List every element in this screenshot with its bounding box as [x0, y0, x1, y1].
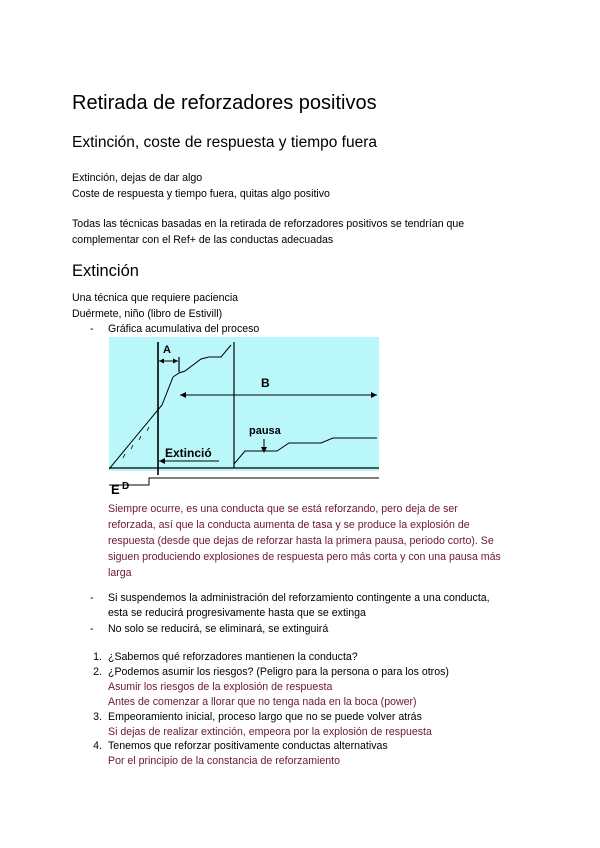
- bullet-text: No solo se reducirá, se eliminará, se extinguirá: [108, 623, 329, 635]
- graph-caption-line: siguen produciendo explosiones de respuesta pero más corta y con una pausa más: [108, 551, 501, 563]
- bullet-dash: -: [90, 623, 94, 635]
- page-title: Retirada de reforzadores positivos: [72, 92, 377, 114]
- list-item: ¿Sabemos qué reforzadores mantienen la conducta?: [108, 651, 358, 663]
- graph-caption-line: Siempre ocurre, es una conducta que se está reforzando, pero deja de ser: [108, 503, 458, 515]
- section-heading-extincion: Extinción: [72, 262, 139, 280]
- list-number: 1.: [93, 651, 102, 663]
- list-item: ¿Podemos asumir los riesgos? (Peligro para la persona o para los otros): [108, 666, 449, 678]
- bullet-text: Si suspendemos la administración del reforzamiento contingente a una conducta,: [108, 592, 490, 604]
- intro-line: Todas las técnicas basadas en la retirada de reforzadores positivos se tendrían que: [72, 218, 465, 230]
- section-line: Duérmete, niño (libro de Estivill): [72, 308, 223, 320]
- cumulative-graph-figure: [109, 337, 379, 495]
- bullet-dash: -: [90, 592, 94, 604]
- graph-label-ed-superscript: D: [122, 481, 130, 492]
- graph-label-pausa: pausa: [249, 425, 281, 437]
- section-line: Una técnica que requiere paciencia: [72, 292, 239, 304]
- list-item-note: Si dejas de realizar extinción, empeora por la explosión de respuesta: [108, 726, 432, 738]
- list-item-note: Antes de comenzar a llorar que no tenga nada en la boca (power): [108, 696, 417, 708]
- graph-caption-line: reforzada, así que la conducta aumenta de tasa y se produce la explosión de: [108, 519, 470, 531]
- list-item-note: Por el principio de la constancia de reforzamiento: [108, 755, 341, 767]
- graph-label-b: B: [261, 376, 270, 390]
- bullet-text: esta se reducirá progresivamente hasta que se extinga: [108, 607, 366, 619]
- list-number: 2.: [93, 666, 102, 678]
- definition-line: Extinción, dejas de dar algo: [72, 172, 203, 184]
- graph-caption-line: larga: [108, 567, 132, 579]
- definition-line: Coste de respuesta y tiempo fuera, quitas algo positivo: [72, 188, 330, 200]
- graph-background: [109, 337, 379, 471]
- page-subtitle: Extinción, coste de respuesta y tiempo fuera: [72, 134, 377, 151]
- list-number: 4.: [93, 740, 102, 752]
- bullet-dash: -: [90, 323, 94, 335]
- graph-caption-line: respuesta (desde que dejas de reforzar hasta la primera pausa, periodo corto). Se: [108, 535, 494, 547]
- graph-label-extincion: Extinció: [165, 446, 212, 460]
- list-item: Tenemos que reforzar positivamente conductas alternativas: [108, 740, 388, 752]
- list-item: Empeoramiento inicial, proceso largo que no se puede volver atrás: [108, 711, 422, 723]
- graph-label-a: A: [163, 344, 171, 356]
- bullet-text: Gráfica acumulativa del proceso: [108, 323, 260, 335]
- list-number: 3.: [93, 711, 102, 723]
- graph-label-ed: E: [111, 482, 120, 495]
- intro-line: complementar con el Ref+ de las conductas adecuadas: [72, 234, 334, 246]
- list-item-note: Asumir los riesgos de la explosión de respuesta: [108, 681, 333, 693]
